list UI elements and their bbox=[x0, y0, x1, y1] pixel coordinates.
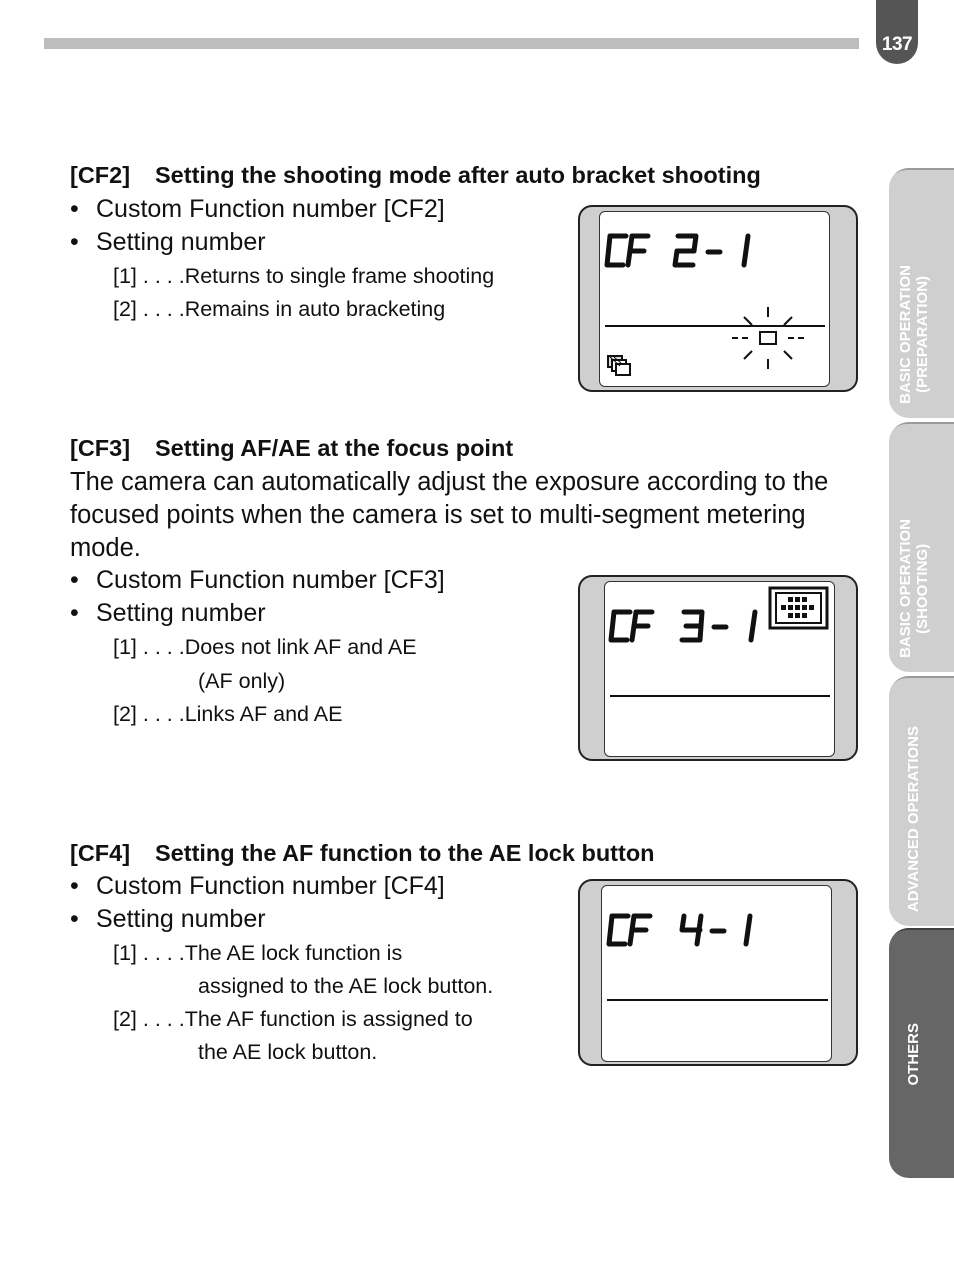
cf3-option-2: [2] . . . .Links AF and AE bbox=[113, 702, 343, 726]
lcd-panel-cf3 bbox=[578, 575, 858, 761]
cf4-bullet-function-number: • Custom Function number [CF4] bbox=[70, 872, 445, 900]
header-rule bbox=[44, 38, 859, 49]
cf4-heading: [CF4] Setting the AF function to the AE lock button bbox=[70, 840, 655, 866]
side-tab-others[interactable]: OTHERS bbox=[889, 928, 954, 1178]
cf4-option-2-continued: the AE lock button. bbox=[198, 1040, 378, 1064]
cf4-option-1-continued: assigned to the AE lock button. bbox=[198, 974, 494, 998]
cf3-option-1: [1] . . . .Does not link AF and AE bbox=[113, 635, 417, 659]
cf2-bullet-function-number: • Custom Function number [CF2] bbox=[70, 195, 445, 223]
cf3-heading: [CF3] Setting AF/AE at the focus point bbox=[70, 435, 514, 461]
side-tab-basic-preparation[interactable]: BASIC OPERATION (PREPARATION) bbox=[889, 168, 954, 418]
lcd-cf3-display bbox=[580, 577, 860, 763]
cf2-option-2: [2] . . . .Remains in auto bracketing bbox=[113, 297, 446, 321]
bracket-frames-icon bbox=[608, 356, 630, 375]
cf4-bullet-setting-number: • Setting number bbox=[70, 905, 266, 933]
lcd-cf2-display bbox=[580, 207, 860, 394]
cf3-option-1-continued: (AF only) bbox=[198, 669, 286, 693]
cf2-heading: [CF2] Setting the shooting mode after auto bracket shooting bbox=[70, 162, 761, 188]
cf3-description: The camera can automatically adjust the exposure according to the focused points when the camera is set to multi-segment metering mode. bbox=[70, 468, 829, 562]
cf2-bullet-setting-number: • Setting number bbox=[70, 228, 266, 256]
cf4-option-1: [1] . . . .The AE lock function is bbox=[113, 941, 403, 965]
cf2-option-1: [1] . . . .Returns to single frame shooting bbox=[113, 264, 495, 288]
drive-mode-icon bbox=[732, 307, 804, 369]
multi-segment-metering-icon bbox=[770, 588, 827, 628]
side-tab-advanced-operations[interactable]: ADVANCED OPERATIONS bbox=[889, 676, 954, 926]
lcd-panel-cf4 bbox=[578, 879, 858, 1066]
lcd-cf4-display bbox=[580, 881, 860, 1068]
cf3-bullet-function-number: • Custom Function number [CF3] bbox=[70, 566, 445, 594]
page-number: 137 bbox=[876, 0, 918, 64]
side-tab-basic-shooting[interactable]: BASIC OPERATION (SHOOTING) bbox=[889, 422, 954, 672]
cf3-bullet-setting-number: • Setting number bbox=[70, 599, 266, 627]
lcd-panel-cf2 bbox=[578, 205, 858, 392]
cf4-option-2: [2] . . . .The AF function is assigned to bbox=[113, 1007, 473, 1031]
